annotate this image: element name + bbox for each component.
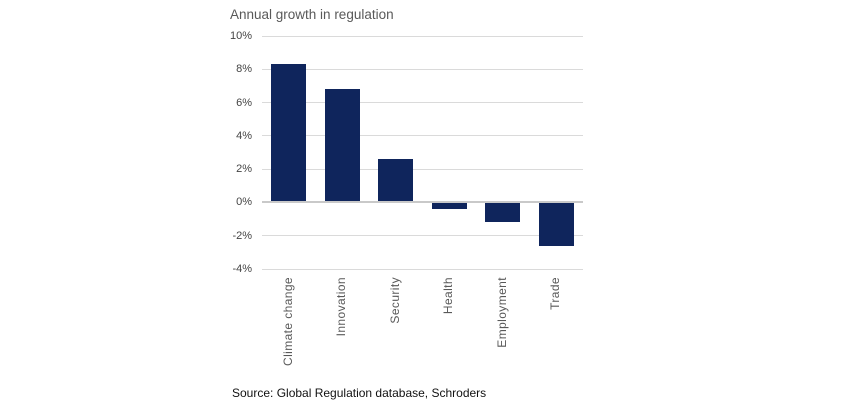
bar-trade	[539, 202, 574, 245]
bar-climate-change	[271, 64, 306, 202]
bar-security	[378, 159, 413, 202]
gridline	[262, 169, 583, 170]
x-category-label: Health	[441, 277, 456, 315]
gridline	[262, 269, 583, 270]
x-category-label: Security	[387, 277, 402, 324]
y-tick-label: 8%	[236, 63, 252, 76]
source-note: Source: Global Regulation database, Schroders	[232, 386, 487, 400]
gridline	[262, 235, 583, 236]
zero-line	[262, 201, 583, 203]
gridline	[262, 102, 583, 103]
bar-innovation	[325, 89, 360, 202]
y-tick-label: 4%	[236, 129, 252, 142]
y-tick-label: 2%	[236, 163, 252, 176]
x-category-label: Climate change	[280, 277, 295, 366]
chart-title: Annual growth in regulation	[230, 7, 394, 22]
y-tick-label: -4%	[232, 263, 252, 275]
x-category-label: Innovation	[334, 277, 349, 337]
gridline	[262, 135, 583, 136]
y-tick-label: -2%	[232, 229, 252, 242]
y-tick-label: 10%	[229, 30, 252, 42]
x-category-label: Employment	[494, 277, 509, 348]
x-category-label: Trade	[548, 277, 563, 310]
gridline	[262, 69, 583, 70]
gridline	[262, 36, 583, 37]
bar-employment	[485, 202, 520, 222]
y-tick-label: 0%	[236, 196, 252, 209]
y-tick-label: 6%	[236, 96, 252, 109]
